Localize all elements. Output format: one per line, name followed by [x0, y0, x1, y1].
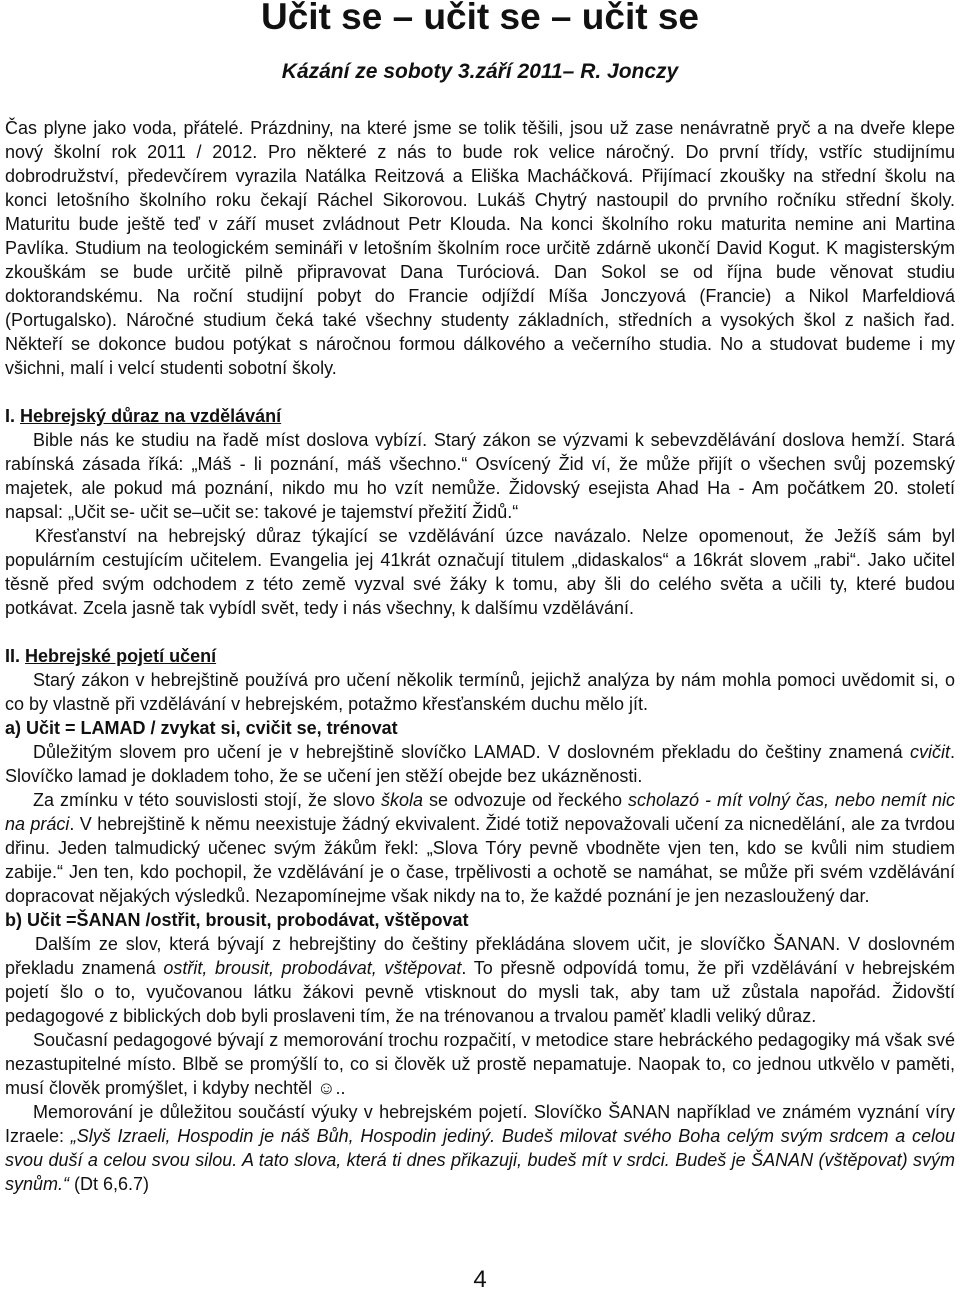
- spacer: [5, 620, 955, 644]
- text-run: Důležitým slovem pro učení je v hebrejštině slovíčko LAMAD. V doslovném překladu do češtiny znamená: [33, 742, 910, 762]
- text-run: Za zmínku v této souvislosti stojí, že slovo: [33, 790, 381, 810]
- spacer: [5, 380, 955, 404]
- subsection-b-paragraph: [5, 1100, 955, 1196]
- section-1-number: I.: [5, 406, 21, 426]
- subsection-b-heading: b) Učit =ŠANAN /ostřit, brousit, probodávat, vštěpovat: [5, 910, 469, 930]
- emphasis: „Slyš Izraeli, Hospodin je náš Bůh, Hospodin jediný. Budeš milovat svého Boha celým svým srdcem a celou svou duší a celou svou silou. A tato slova, která ti dnes přikazuji, budeš mít v srdci. Budeš je ŠANAN (vštěpovat) svým synům.“: [5, 1126, 956, 1194]
- emphasis: scholazó - mít volný čas, nebo nemít nic na práci: [5, 790, 955, 834]
- document-body: [5, 116, 955, 1196]
- text-run: . To přesně odpovídá tomu, že při vzdělávání v hebrejském pojetí šlo o to, vyučovanou látku žákovi pevně vtisknout do mysli tak, aby tam už zůstala napořád. Židovští pedagogové z biblických dob byli proslaveni tím, že na trénovanou a trvalou paměť kladli veliký důraz.: [5, 958, 955, 1026]
- subsection-a-heading: a) Učit = LAMAD / zvykat si, cvičit se, trénovat: [5, 718, 398, 738]
- section-2-heading: [5, 644, 955, 668]
- subsection-a-paragraph: [5, 788, 955, 908]
- section-1-paragraph: Křesťanství na hebrejský důraz týkající se vzdělávání úzce navázalo. Nelze opomenout, že Ježíš sám byl populárním cestujícím učitelem. Evangelia jej 41krát označují titulem „didaskalos“ a 16krát slovem „rabi“. Jako učitel těsně před svým odchodem z této země vyzval své žáky k tomu, aby šli do celého světa a učili ty, které budou potkávat. Zcela jasně tak vybídl svět, tedy i nás všechny, k dalšímu vzdělávání.: [5, 526, 955, 618]
- document-title: Učit se – učit se – učit se: [260, 0, 700, 37]
- section-2-paragraph: Starý zákon v hebrejštině používá pro učení několik termínů, jejichž analýza by nám mohla pomoci uvědomit si, o co by vlastně při vzdělávání v hebrejském, potažmo křesťanském duchu mělo jít.: [5, 670, 955, 714]
- emphasis: cvičit: [909, 742, 950, 762]
- page-number: 4: [473, 1266, 487, 1293]
- emphasis: ostřit, brousit, probodávat, vštěpovat: [163, 958, 462, 978]
- text-run: Memorování je důležitou součástí výuky v hebrejském pojetí. Slovíčko ŠANAN například ve známém vyznání víry Izraele:: [5, 1102, 955, 1146]
- subsection-b-paragraph: Současní pedagogové bývají z memorování trochu rozpačití, v metodice stare hebráckého pedagogiky má však své nezastupitelné místo. Blbě se promýšlí to, co si člověk už prostě nepamatuje. Naopak to, co jednou utkvělo v paměti, musí člověk promýšlet, i kdyby nechtěl ☺..: [5, 1030, 955, 1098]
- text-run: se odvozuje od řeckého: [422, 790, 628, 810]
- section-1-heading: [5, 404, 955, 428]
- section-2-number: II.: [5, 646, 26, 666]
- intro-paragraph: Čas plyne jako voda, přátelé. Prázdniny, na které jsme se tolik těšili, jsou už zase nenávratně pryč a na dveře klepe nový školní rok 2011 / 2012. Pro některé z nás to bude rok velice náročný. Do první třídy, vstříc studijnímu dobrodružství, předevčírem vyrazila Natálka Reitzová a Eliška Macháčková. Přijímací zkoušky na střední školu na konci letošního školního roku čekají Ráchel Sikorovou. Lukáš Chytrý nastoupil do prvního ročníku střední školy. Maturitu bude ještě teď v září muset zvládnout Petr Klouda. Na konci školního roku maturita nemine ani Martina Pavlíka. Studium na teologickém semináři v letošním školním roce určitě zdárně ukončí David Kogut. K magisterským zkouškám se bude určitě pilně připravovat Dana Turóciová. Dan Sokol se od října bude věnovat studiu doktorandskému. Na roční studijní pobyt do Francie odjíždí Míša Jonczyová (Francie) a Nikol Marfeldiová (Portugalsko). Náročné studium čeká také všechny studenty základních, středních a vysokých škol z našich řad. Někteří se dokonce budou potýkat s náročnou formou dálkového a večerního studia. No a studovat budeme i my všichni, malí i velcí studenti sobotní školy.: [5, 118, 955, 378]
- section-1-paragraph: Bible nás ke studiu na řadě míst doslova vybízí. Starý zákon se výzvami k sebevzdělávání doslova hemží. Stará rabínská zásada říká: „Máš - li poznání, máš všechno.“ Osvícený Žid ví, že může přijít o všechen svůj pozemský majetek, ale pokud má poznání, nikdo mu ho vzít nemůže. Židovský esejista Ahad Ha - Am počátkem 20. století napsal: „Učit se- učit se–učit se: takové je tajemství přežití Židů.“: [5, 430, 955, 522]
- subsection-b-paragraph: [5, 932, 955, 1028]
- text-run: Dalším ze slov, která bývají z hebrejštiny do češtiny překládána slovem učit, je slovíčko ŠANAN. V doslovném překladu znamená: [5, 934, 955, 978]
- section-1-title: Hebrejský důraz na vzdělávání: [20, 406, 282, 426]
- text-run: . Slovíčko lamad je dokladem toho, že se učení jen stěží obejde bez ukázněnosti.: [5, 742, 955, 786]
- subsection-a-paragraph: [5, 740, 955, 788]
- text-run: . V hebrejštině k němu neexistuje žádný ekvivalent. Židé totiž nepovažovali učení za nicnedělání, ale za tvrdou dřinu. Jeden talmudický učenec svým žákům řekl: „Slova Tóry pevně vbodněte vjen ten, kdo se kvůli nim studiem zabije.“ Jen ten, kdo pochopil, že vzdělávání je o čase, trpělivosti a ochotě se namáhat, se může při svém vzdělávání dopracovat nějakých výsledků. Nezapomínejme však nikdy na to, že každé poznání je jen nezasloužený dar.: [5, 814, 955, 906]
- emphasis: škola: [380, 790, 423, 810]
- section-2-title: Hebrejské pojetí učení: [25, 646, 217, 666]
- text-run: (Dt 6,6.7): [69, 1174, 150, 1194]
- document-subtitle: Kázání ze soboty 3.září 2011– R. Jonczy: [281, 60, 679, 83]
